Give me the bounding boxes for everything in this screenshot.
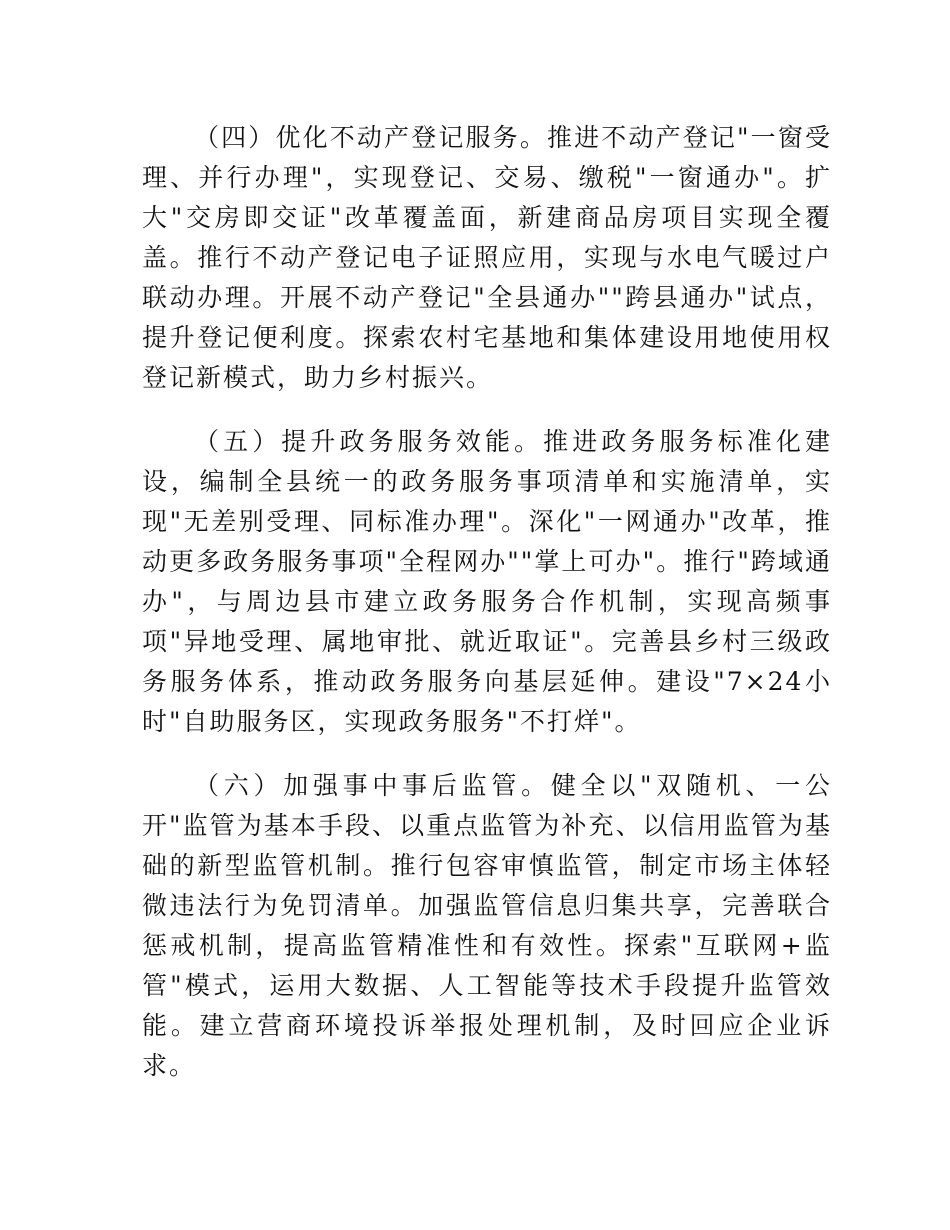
paragraph-strengthen-supervision: （六）加强事中事后监管。健全以"双随机、一公开"监管为基本手段、以重点监管为补充、以信用监管为基础的新型监管机制。推行包容审慎监管，制定市场主体轻微违法行为免罚清单。加强监管信息归集共享，完善联合惩戒机制，提高监管精准性和有效性。探索"互联网+监管"模式，运用大数据、人工智能等技术手段提升监管效能。建立营商环境投诉举报处理机制，及时回应企业诉求。 [142, 771, 832, 1080]
paragraph-optimize-real-estate-registration: （四）优化不动产登记服务。推进不动产登记"一窗受理、并行办理"，实现登记、交易、缴税"一窗通办"。扩大"交房即交证"改革覆盖面，新建商品房项目实现全覆盖。推行不动产登记电子证照应用，实现与水电气暖过户联动办理。开展不动产登记"全县通办""跨县通办"试点，提升登记便利度。探索农村宅基地和集体建设用地使用权登记新模式，助力乡村振兴。 [142, 123, 832, 392]
document-body [142, 118, 832, 1110]
paragraph-improve-government-service-efficiency: （五）提升政务服务效能。推进政务服务标准化建设，编制全县统一的政务服务事项清单和实施清单，实现"无差别受理、同标准办理"。深化"一网通办"改革，推动更多政务服务事项"全程网办""掌上可办"。推行"跨域通办"，与周边县市建立政务服务合作机制，实现高频事项"异地受理、属地审批、就近取证"。完善县乡村三级政务服务体系，推动政务服务向基层延伸。建设"7×24小时"自助服务区，实现政务服务"不打烊"。 [142, 427, 832, 736]
